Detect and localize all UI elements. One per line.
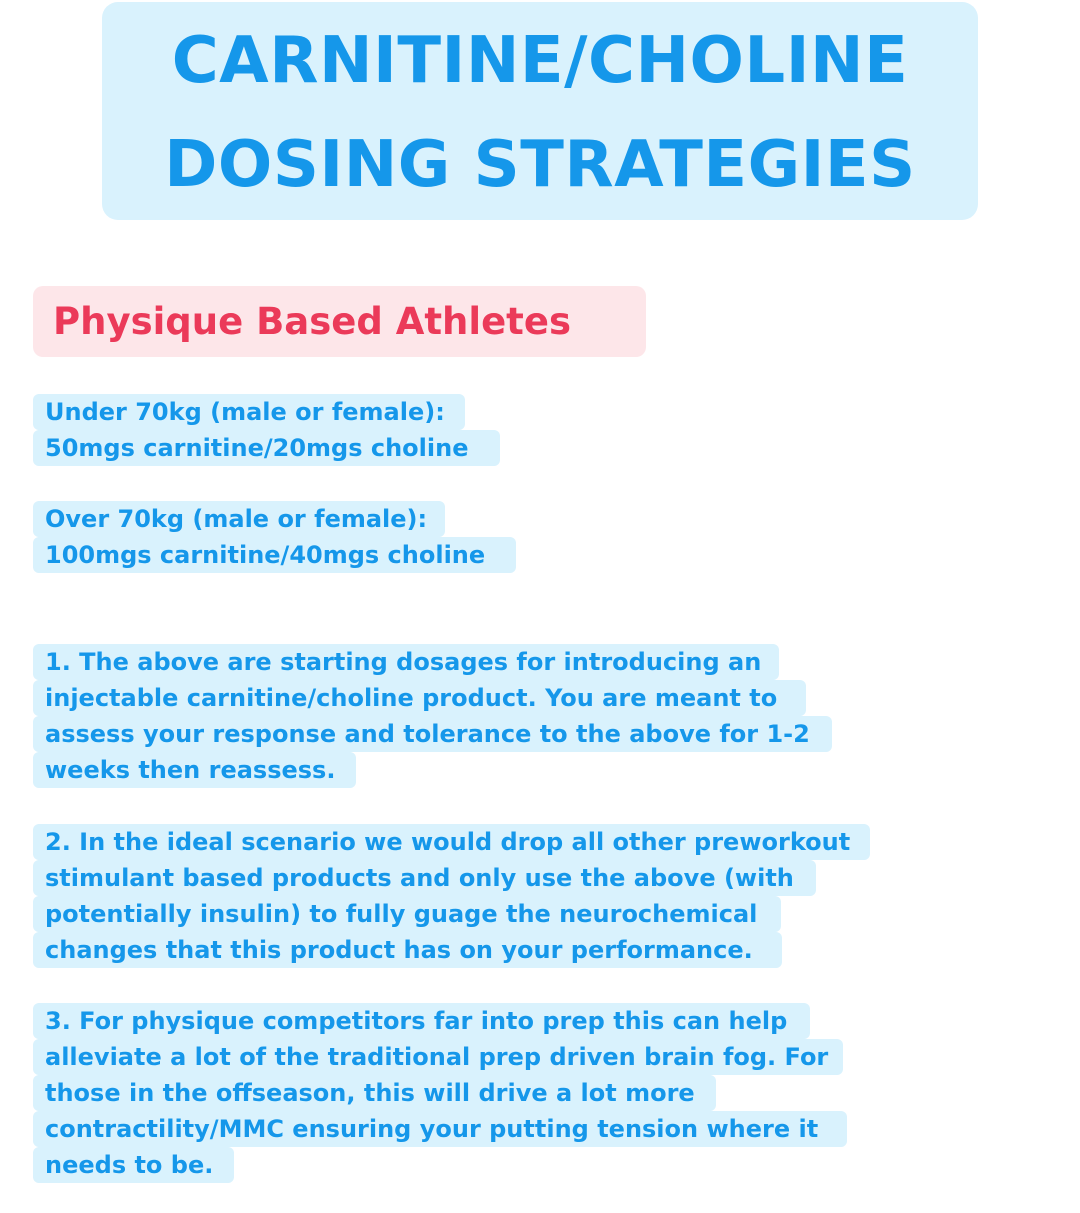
- dosing-over-70-amount-text: 100mgs carnitine/40mgs choline: [45, 541, 486, 569]
- note-2-line-1-text: 2. In the ideal scenario we would drop all other preworkout: [45, 828, 851, 856]
- note-3-line-4-text: contractility/MMC ensuring your putting tension where it: [45, 1115, 819, 1143]
- title-line-1: CARNITINE/CHOLINE: [171, 24, 909, 98]
- dosing-over-70-condition-text: Over 70kg (male or female):: [45, 505, 428, 533]
- note-3-line-4: [33, 1111, 847, 1147]
- note-3-line-2-text: alleviate a lot of the traditional prep driven brain fog. For: [45, 1043, 829, 1071]
- note-1-line-2: [33, 680, 806, 716]
- section-heading-box: [33, 286, 646, 357]
- title-banner: [102, 2, 978, 220]
- note-3-line-5-text: needs to be.: [45, 1151, 214, 1179]
- note-2-line-2-text: stimulant based products and only use the above (with: [45, 864, 794, 892]
- note-1-line-4: [33, 752, 356, 788]
- title-line-2: DOSING STRATEGIES: [164, 128, 916, 202]
- note-2-line-3-text: potentially insulin) to fully guage the neurochemical: [45, 900, 758, 928]
- note-2-line-4: [33, 932, 782, 968]
- note-1-line-3-text: assess your response and tolerance to the above for 1-2: [45, 720, 810, 748]
- note-3-line-1: [33, 1003, 810, 1039]
- note-2-line-3: [33, 896, 781, 932]
- note-2-line-4-text: changes that this product has on your performance.: [45, 936, 753, 964]
- note-3-line-3: [33, 1075, 716, 1111]
- note-1-line-4-text: weeks then reassess.: [45, 756, 336, 784]
- note-2-line-1: [33, 824, 870, 860]
- section-heading: Physique Based Athletes: [53, 300, 571, 343]
- dosing-under-70-condition-text: Under 70kg (male or female):: [45, 398, 445, 426]
- note-2-line-2: [33, 860, 816, 896]
- note-3-line-1-text: 3. For physique competitors far into prep this can help: [45, 1007, 788, 1035]
- note-3-line-3-text: those in the offseason, this will drive a lot more: [45, 1079, 695, 1107]
- dosing-under-70-amount: [33, 430, 500, 466]
- note-3-line-2: [33, 1039, 843, 1075]
- note-1-line-1: [33, 644, 779, 680]
- dosing-over-70-amount: [33, 537, 516, 573]
- dosing-under-70-condition: [33, 394, 465, 430]
- dosing-over-70-condition: [33, 501, 445, 537]
- note-1-line-1-text: 1. The above are starting dosages for introducing an: [45, 648, 762, 676]
- dosing-under-70-amount-text: 50mgs carnitine/20mgs choline: [45, 434, 469, 462]
- note-3-line-5: [33, 1147, 234, 1183]
- note-1-line-2-text: injectable carnitine/choline product. You are meant to: [45, 684, 778, 712]
- note-1-line-3: [33, 716, 832, 752]
